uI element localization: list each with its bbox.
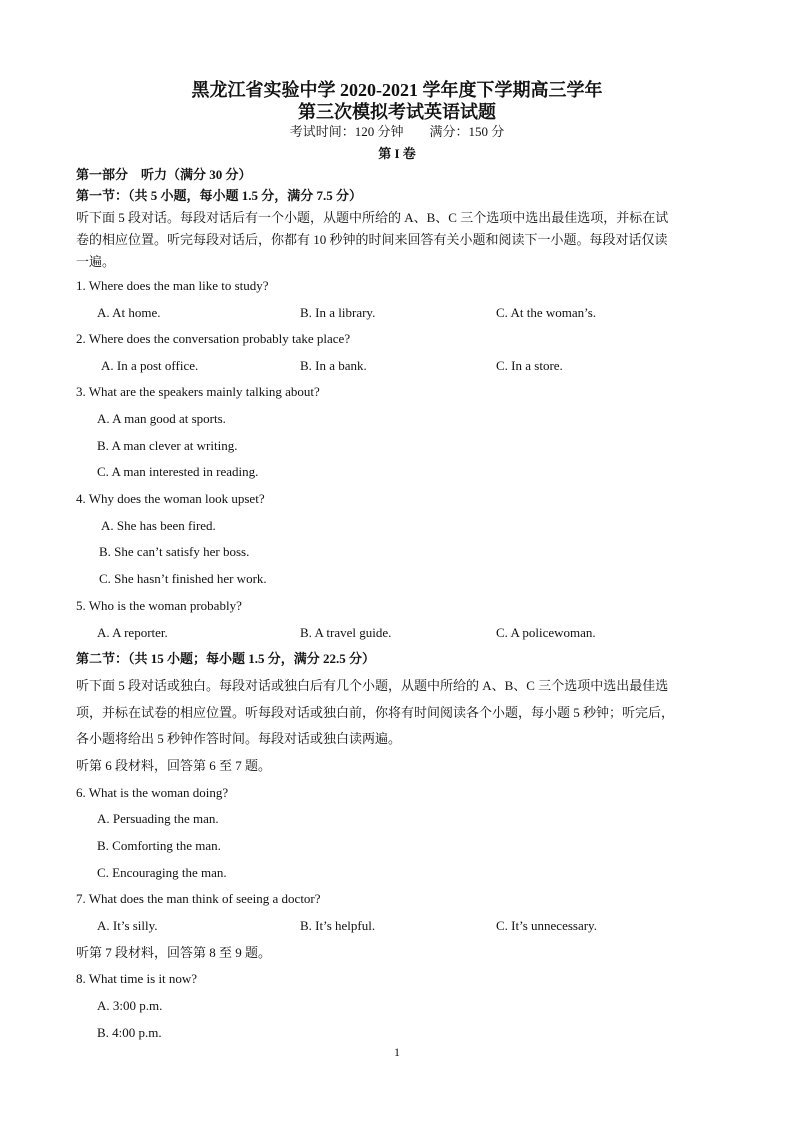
question-4-option-a: A. She has been fired. xyxy=(101,518,216,533)
question-8-option-a: A. 3:00 p.m. xyxy=(97,998,163,1013)
question-5-stem: 5. Who is the woman probably? xyxy=(76,598,242,613)
volume-label: 第 I 卷 xyxy=(378,146,416,161)
section2-instructions-line1: 听下面 5 段对话或独白。每段对话或独白后有几个小题，从题中所给的 A、B、C 三个选项中选出最佳选 xyxy=(76,678,669,693)
exam-title-line1: 黑龙江省实验中学 2020-2021 学年度下学期高三学年 xyxy=(191,80,603,100)
question-3-option-b: B. A man clever at writing. xyxy=(97,438,238,453)
question-7-stem: 7. What does the man think of seeing a doctor? xyxy=(76,891,321,906)
section1-instructions-line3: 一遍。 xyxy=(76,254,116,269)
material-note-8-9: 听第 7 段材料，回答第 8 至 9 题。 xyxy=(76,945,272,960)
question-6-option-b: B. Comforting the man. xyxy=(97,838,221,853)
section1-heading: 第一节：（共 5 小题，每小题 1.5 分，满分 7.5 分） xyxy=(76,188,363,203)
question-6-option-c: C. Encouraging the man. xyxy=(97,865,227,880)
exam-title-line2: 第三次模拟考试英语试题 xyxy=(298,102,496,122)
page-number: 1 xyxy=(394,1045,400,1059)
question-1-option-c: C. At the woman’s. xyxy=(496,305,597,320)
section2-instructions-line3: 各小题将给出 5 秒钟作答时间。每段对话或独白读两遍。 xyxy=(76,731,402,746)
question-1-option-b: B. In a library. xyxy=(300,305,376,320)
question-3-stem: 3. What are the speakers mainly talking about? xyxy=(76,384,320,399)
question-6-option-a: A. Persuading the man. xyxy=(97,811,219,826)
part1-heading: 第一部分 听力（满分 30 分） xyxy=(76,167,252,182)
exam-info: 考试时间：120 分钟 满分：150 分 xyxy=(289,124,505,139)
section1-instructions-line1: 听下面 5 段对话。每段对话后有一个小题，从题中所给的 A、B、C 三个选项中选出最佳选项，并标在试 xyxy=(76,210,669,225)
question-2-option-a: A. In a post office. xyxy=(101,358,199,373)
question-3-option-a: A. A man good at sports. xyxy=(97,411,226,426)
question-2-option-c: C. In a store. xyxy=(496,358,563,373)
question-4-stem: 4. Why does the woman look upset? xyxy=(76,491,265,506)
question-4-option-b: B. She can’t satisfy her boss. xyxy=(99,544,250,559)
section2-instructions-line2: 项，并标在试卷的相应位置。听每段对话或独白前，你将有时间阅读各个小题，每小题 5 秒钟；听完后， xyxy=(76,705,675,720)
question-8-option-b: B. 4:00 p.m. xyxy=(97,1025,162,1040)
question-2-option-b: B. In a bank. xyxy=(300,358,367,373)
question-8-stem: 8. What time is it now? xyxy=(76,971,198,986)
question-7-option-a: A. It’s silly. xyxy=(97,918,158,933)
question-5-option-a: A. A reporter. xyxy=(97,625,168,640)
question-1-stem: 1. Where does the man like to study? xyxy=(76,278,269,293)
question-1-option-a: A. At home. xyxy=(97,305,161,320)
question-5-option-c: C. A policewoman. xyxy=(496,625,596,640)
material-note-6-7: 听第 6 段材料，回答第 6 至 7 题。 xyxy=(76,758,272,773)
question-5-option-b: B. A travel guide. xyxy=(300,625,392,640)
question-2-stem: 2. Where does the conversation probably take place? xyxy=(76,331,351,346)
question-7-option-c: C. It’s unnecessary. xyxy=(496,918,597,933)
section1-instructions-line2: 卷的相应位置。听完每段对话后，你都有 10 秒钟的时间来回答有关小题和阅读下一小题。每段对话仅读 xyxy=(76,232,668,247)
question-6-stem: 6. What is the woman doing? xyxy=(76,785,229,800)
question-7-option-b: B. It’s helpful. xyxy=(300,918,376,933)
question-4-option-c: C. She hasn’t finished her work. xyxy=(99,571,267,586)
question-3-option-c: C. A man interested in reading. xyxy=(97,464,259,479)
section2-heading: 第二节：（共 15 小题；每小题 1.5 分，满分 22.5 分） xyxy=(76,651,376,666)
